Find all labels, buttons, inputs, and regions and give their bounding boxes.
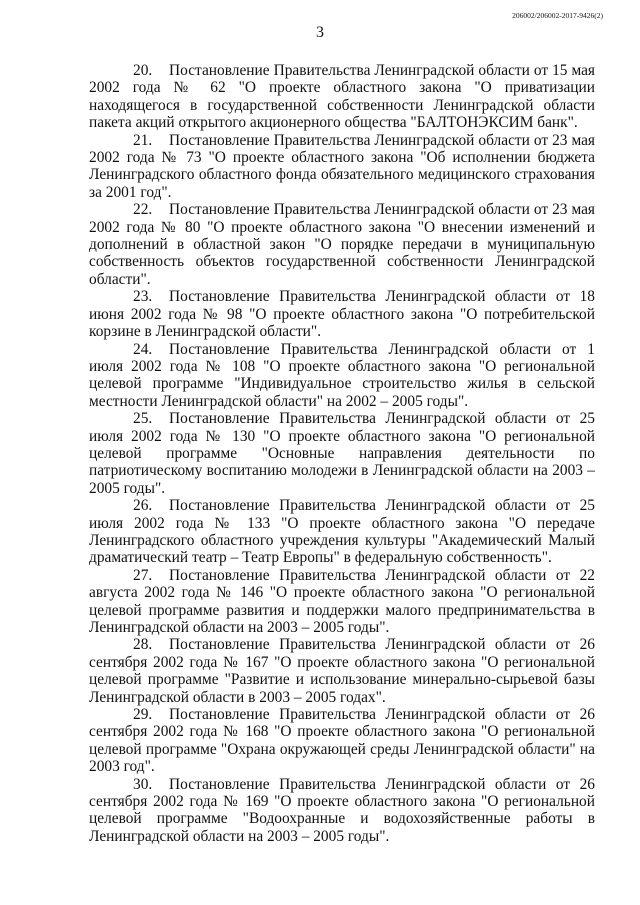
document-code: 206002/206002-2017-9426(2) (512, 11, 603, 20)
item-text: Постановление Правительства Ленинградской области от 26 сентября 2002 года № 168 "О проекте областного закона "О региональной целевой программе "Охрана окружающей среды Ленинградской области" на 2003 год". (89, 706, 595, 776)
item-text: Постановление Правительства Ленинградской области от 15 мая 2002 года № 62 "О проекте областного закона "О приватизации находящегося в государственной собственности Ленинградской области пакета акций открытого акционерного общества "БАЛТОНЭКСИМ банк". (89, 62, 595, 132)
list-item (89, 288, 595, 340)
list-item (89, 636, 595, 706)
item-number: 22. (133, 201, 153, 219)
item-number: 20. (133, 62, 153, 79)
list-item (89, 62, 595, 132)
list-item (89, 132, 595, 202)
item-number: 23. (133, 288, 153, 306)
list-item (89, 567, 595, 637)
list-item (89, 776, 595, 846)
item-number: 30. (133, 775, 153, 793)
list-item (89, 410, 595, 497)
item-number: 21. (133, 131, 153, 149)
list-item (89, 201, 595, 288)
list-item (89, 706, 595, 776)
item-number: 27. (133, 566, 153, 584)
item-text: Постановление Правительства Ленинградской области от 26 сентября 2002 года № 167 "О проекте областного закона "О региональной целевой программе "Развитие и использование минерально-сырьевой базы Ленинградской области в 2003 – 2005 годах". (89, 636, 595, 706)
item-number: 25. (133, 410, 153, 428)
item-text: Постановление Правительства Ленинградской области от 18 июня 2002 года № 98 "О проекте областного закона "О потребительской корзине в Ленинградской области". (89, 288, 595, 341)
item-number: 28. (133, 636, 153, 654)
resolution-list (89, 62, 595, 845)
item-text: Постановление Правительства Ленинградской области от 23 мая 2002 года № 80 "О проекте областного закона "О внесении изменений и дополнений в областной закон "О порядке передачи в муниципальную собственность объектов государственной собственности Ленинградской области". (89, 201, 595, 288)
item-text: Постановление Правительства Ленинградской области от 25 июля 2002 года № 130 "О проекте областного закона "О региональной целевой программе "Основные направления деятельности по патриотическому воспитанию молодежи в Ленинградской области на 2003 – 2005 годы". (89, 410, 595, 497)
item-text: Постановление Правительства Ленинградской области от 26 сентября 2002 года № 169 "О проекте областного закона "О региональной целевой программе "Водоохранные и водохозяйственные работы в Ленинградской области на 2003 – 2005 годы". (89, 775, 595, 845)
list-item (89, 497, 595, 567)
item-text: Постановление Правительства Ленинградской области от 25 июля 2002 года № 133 "О проекте областного закона "О передаче Ленинградского областного учреждения культуры "Академический Малый драматический театр – Театр Европы" в федеральную собственность". (89, 497, 595, 567)
item-text: Постановление Правительства Ленинградской области от 1 июля 2002 года № 108 "О проекте областного закона "О региональной целевой программе "Индивидуальное строительство жилья в сельской местности Ленинградской области" на 2002 – 2005 годы". (89, 340, 595, 410)
item-number: 24. (133, 340, 153, 358)
item-number: 26. (133, 497, 153, 515)
item-text: Постановление Правительства Ленинградской области от 23 мая 2002 года № 73 "О проекте областного закона "Об исполнении бюджета Ленинградского областного фонда обязательного медицинского страхования за 2001 год". (89, 131, 595, 201)
item-number: 29. (133, 706, 153, 724)
page-number: 3 (316, 24, 324, 41)
list-item (89, 341, 595, 411)
item-text: Постановление Правительства Ленинградской области от 22 августа 2002 года № 146 "О проекте областного закона "О региональной целевой программе развития и поддержки малого предпринимательства в Ленинградской области на 2003 – 2005 годы". (89, 566, 595, 636)
